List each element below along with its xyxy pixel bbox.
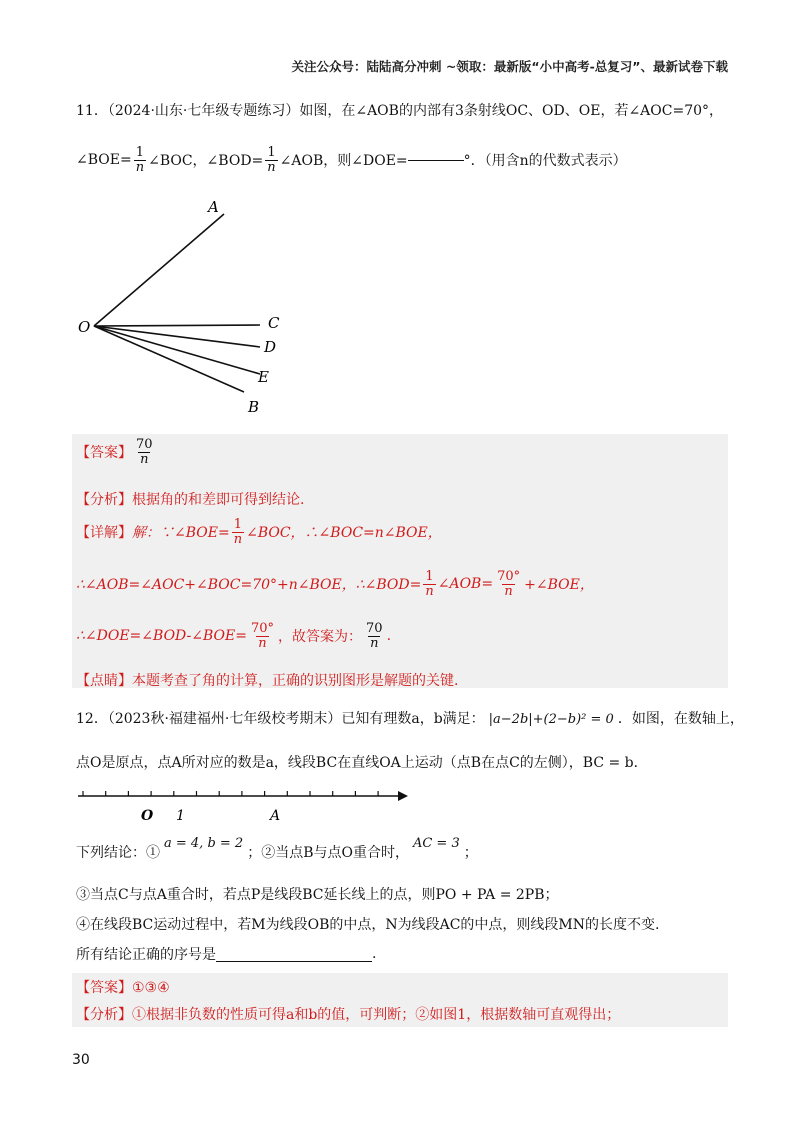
- frac-num: 1: [233, 517, 243, 532]
- frac-den: n: [267, 159, 276, 175]
- axis-ticks: [83, 791, 378, 796]
- q12-equation: AC = 3: [412, 836, 460, 851]
- q11-text: ∠BOE=: [76, 152, 132, 169]
- q12-equation: |a−2b|+(2−b)² = 0: [488, 712, 614, 727]
- answer-blank: [408, 159, 464, 161]
- q11-detail-line2: [76, 570, 594, 598]
- frac-70-n: [364, 622, 385, 650]
- q11-text: ∠AOB，则∠DOE=: [279, 153, 408, 170]
- label-e: E: [258, 368, 269, 386]
- ray-oc: [94, 325, 260, 326]
- frac-den: n: [135, 159, 145, 175]
- q11-stem-line1: 11．（2024·山东·七年级专题练习）如图，在∠AOB的内部有3条射线OC、OD、OE，若∠AOC=70°，: [76, 103, 724, 119]
- page-number: 30: [72, 1052, 90, 1068]
- detail-text: .: [386, 628, 392, 645]
- q12-text: 所有结论正确的序号是: [76, 947, 216, 963]
- frac-1n: [232, 518, 244, 546]
- frac-den: n: [233, 531, 243, 547]
- q11-analysis: [76, 489, 304, 509]
- detail-text: +∠BOE，: [524, 577, 594, 594]
- q11-stem-line2: [76, 146, 627, 174]
- frac-70deg-n: [495, 570, 522, 598]
- frac-den: n: [504, 583, 513, 599]
- q11-detail-line3: [76, 622, 391, 650]
- detail-text: ∠AOB=: [437, 576, 494, 593]
- detail-text: ∴∠AOB=∠AOC+∠BOC=70°+n∠BOE，∴∠BOD=: [76, 577, 422, 594]
- label-o: O: [78, 318, 91, 336]
- axis-label-1: 1: [176, 808, 185, 824]
- q12-text: ；: [463, 845, 478, 861]
- q12-stem-line1: [76, 708, 744, 728]
- answer-blank: [216, 960, 372, 962]
- detail-text: ，故答案为：: [278, 629, 363, 646]
- q12-conclusion-line1: [76, 836, 478, 862]
- analysis-text: 根据角的和差即可得到结论.: [132, 492, 305, 508]
- ray-oa: [94, 214, 224, 326]
- q12-answer: [76, 977, 170, 997]
- page-header: 关注公众号：陆陆高分冲刺 ~领取：最新版“小中高考-总复习”、最新试卷下载: [291, 59, 728, 74]
- frac-den: n: [140, 451, 149, 467]
- detail-text: ∠BOC，∴∠BOC=n∠BOE，: [246, 525, 442, 542]
- axis-arrow: [398, 791, 408, 801]
- comment-text: 本题考查了角的计算，正确的识别图形是解题的关键.: [132, 673, 459, 689]
- frac-den: n: [258, 635, 267, 651]
- label-d: D: [264, 338, 277, 356]
- detail-tag: 【详解】: [76, 525, 132, 542]
- frac-num: 1: [135, 145, 145, 160]
- analysis-text: ①根据非负数的性质可得a和b的值，可判断；②如图1，根据数轴可直观得出；: [132, 1007, 621, 1023]
- q12-question-line: [76, 944, 376, 964]
- answer-tag: 【答案】: [76, 445, 132, 462]
- q11-comment: [76, 670, 458, 690]
- frac-num: 70°: [497, 569, 521, 584]
- q12-stem-line2: 点O是原点，点A所对应的数是a，线段BC在直线OA上运动（点B在点C的左侧），BC = b．: [76, 755, 648, 771]
- q12-text: ．如图，在数轴上，: [617, 711, 744, 727]
- q11-text: ∠BOC，∠BOD=: [148, 153, 264, 170]
- label-c: C: [268, 314, 280, 332]
- frac-70deg-n: [249, 622, 276, 650]
- q12-number-line: [72, 784, 412, 824]
- ray-oe: [94, 326, 260, 374]
- frac-num: 70°: [250, 621, 275, 636]
- analysis-tag: 【分析】: [76, 492, 132, 508]
- q11-angle-figure: [72, 196, 302, 418]
- analysis-tag: 【分析】: [76, 1007, 132, 1023]
- q12-text: .: [372, 946, 377, 962]
- answer-fraction: [134, 438, 155, 466]
- q12-text: 12．（2023秋·福建福州·七年级校考期末）已知有理数a，b满足：: [76, 711, 485, 727]
- frac-1n: [423, 570, 435, 598]
- label-b: B: [248, 398, 260, 416]
- q12-conclusion-line2: ③当点C与点A重合时，若点P是线段BC延长线上的点，则PO + PA = 2PB；: [76, 887, 559, 903]
- frac-num: 70: [136, 437, 153, 452]
- q12-equation: a = 4, b = 2: [164, 836, 244, 851]
- comment-tag: 【点睛】: [76, 673, 132, 689]
- axis-label-a: A: [270, 808, 281, 824]
- detail-text: ∴∠DOE=∠BOD-∠BOE=: [76, 628, 247, 645]
- frac-den: n: [425, 583, 434, 599]
- q12-conclusion-line3: ④在线段BC运动过程中，若M为线段OB的中点，N为线段AC的中点，则线段MN的长度不变.: [76, 917, 660, 933]
- label-a: A: [208, 198, 219, 216]
- frac-num: 1: [267, 145, 276, 160]
- q12-analysis: [76, 1004, 620, 1024]
- q12-text: ；②当点B与点O重合时，: [247, 845, 409, 861]
- frac-den: n: [370, 635, 379, 651]
- q11-fraction-1n: [134, 146, 146, 174]
- q11-text: °．（用含n的代数式表示）: [463, 153, 627, 170]
- answer-tag: 【答案】: [76, 980, 132, 996]
- q11-answer: [76, 438, 157, 466]
- q11-fraction-1n: [265, 146, 277, 174]
- answer-text: ①③④: [132, 980, 170, 996]
- axis-label-o: O: [141, 808, 154, 824]
- detail-text: 解：∵∠BOE=: [132, 525, 230, 542]
- q12-text: 下列结论：①: [76, 845, 160, 861]
- frac-num: 1: [425, 569, 434, 584]
- frac-num: 70: [366, 621, 383, 636]
- q11-detail-line1: [76, 518, 442, 546]
